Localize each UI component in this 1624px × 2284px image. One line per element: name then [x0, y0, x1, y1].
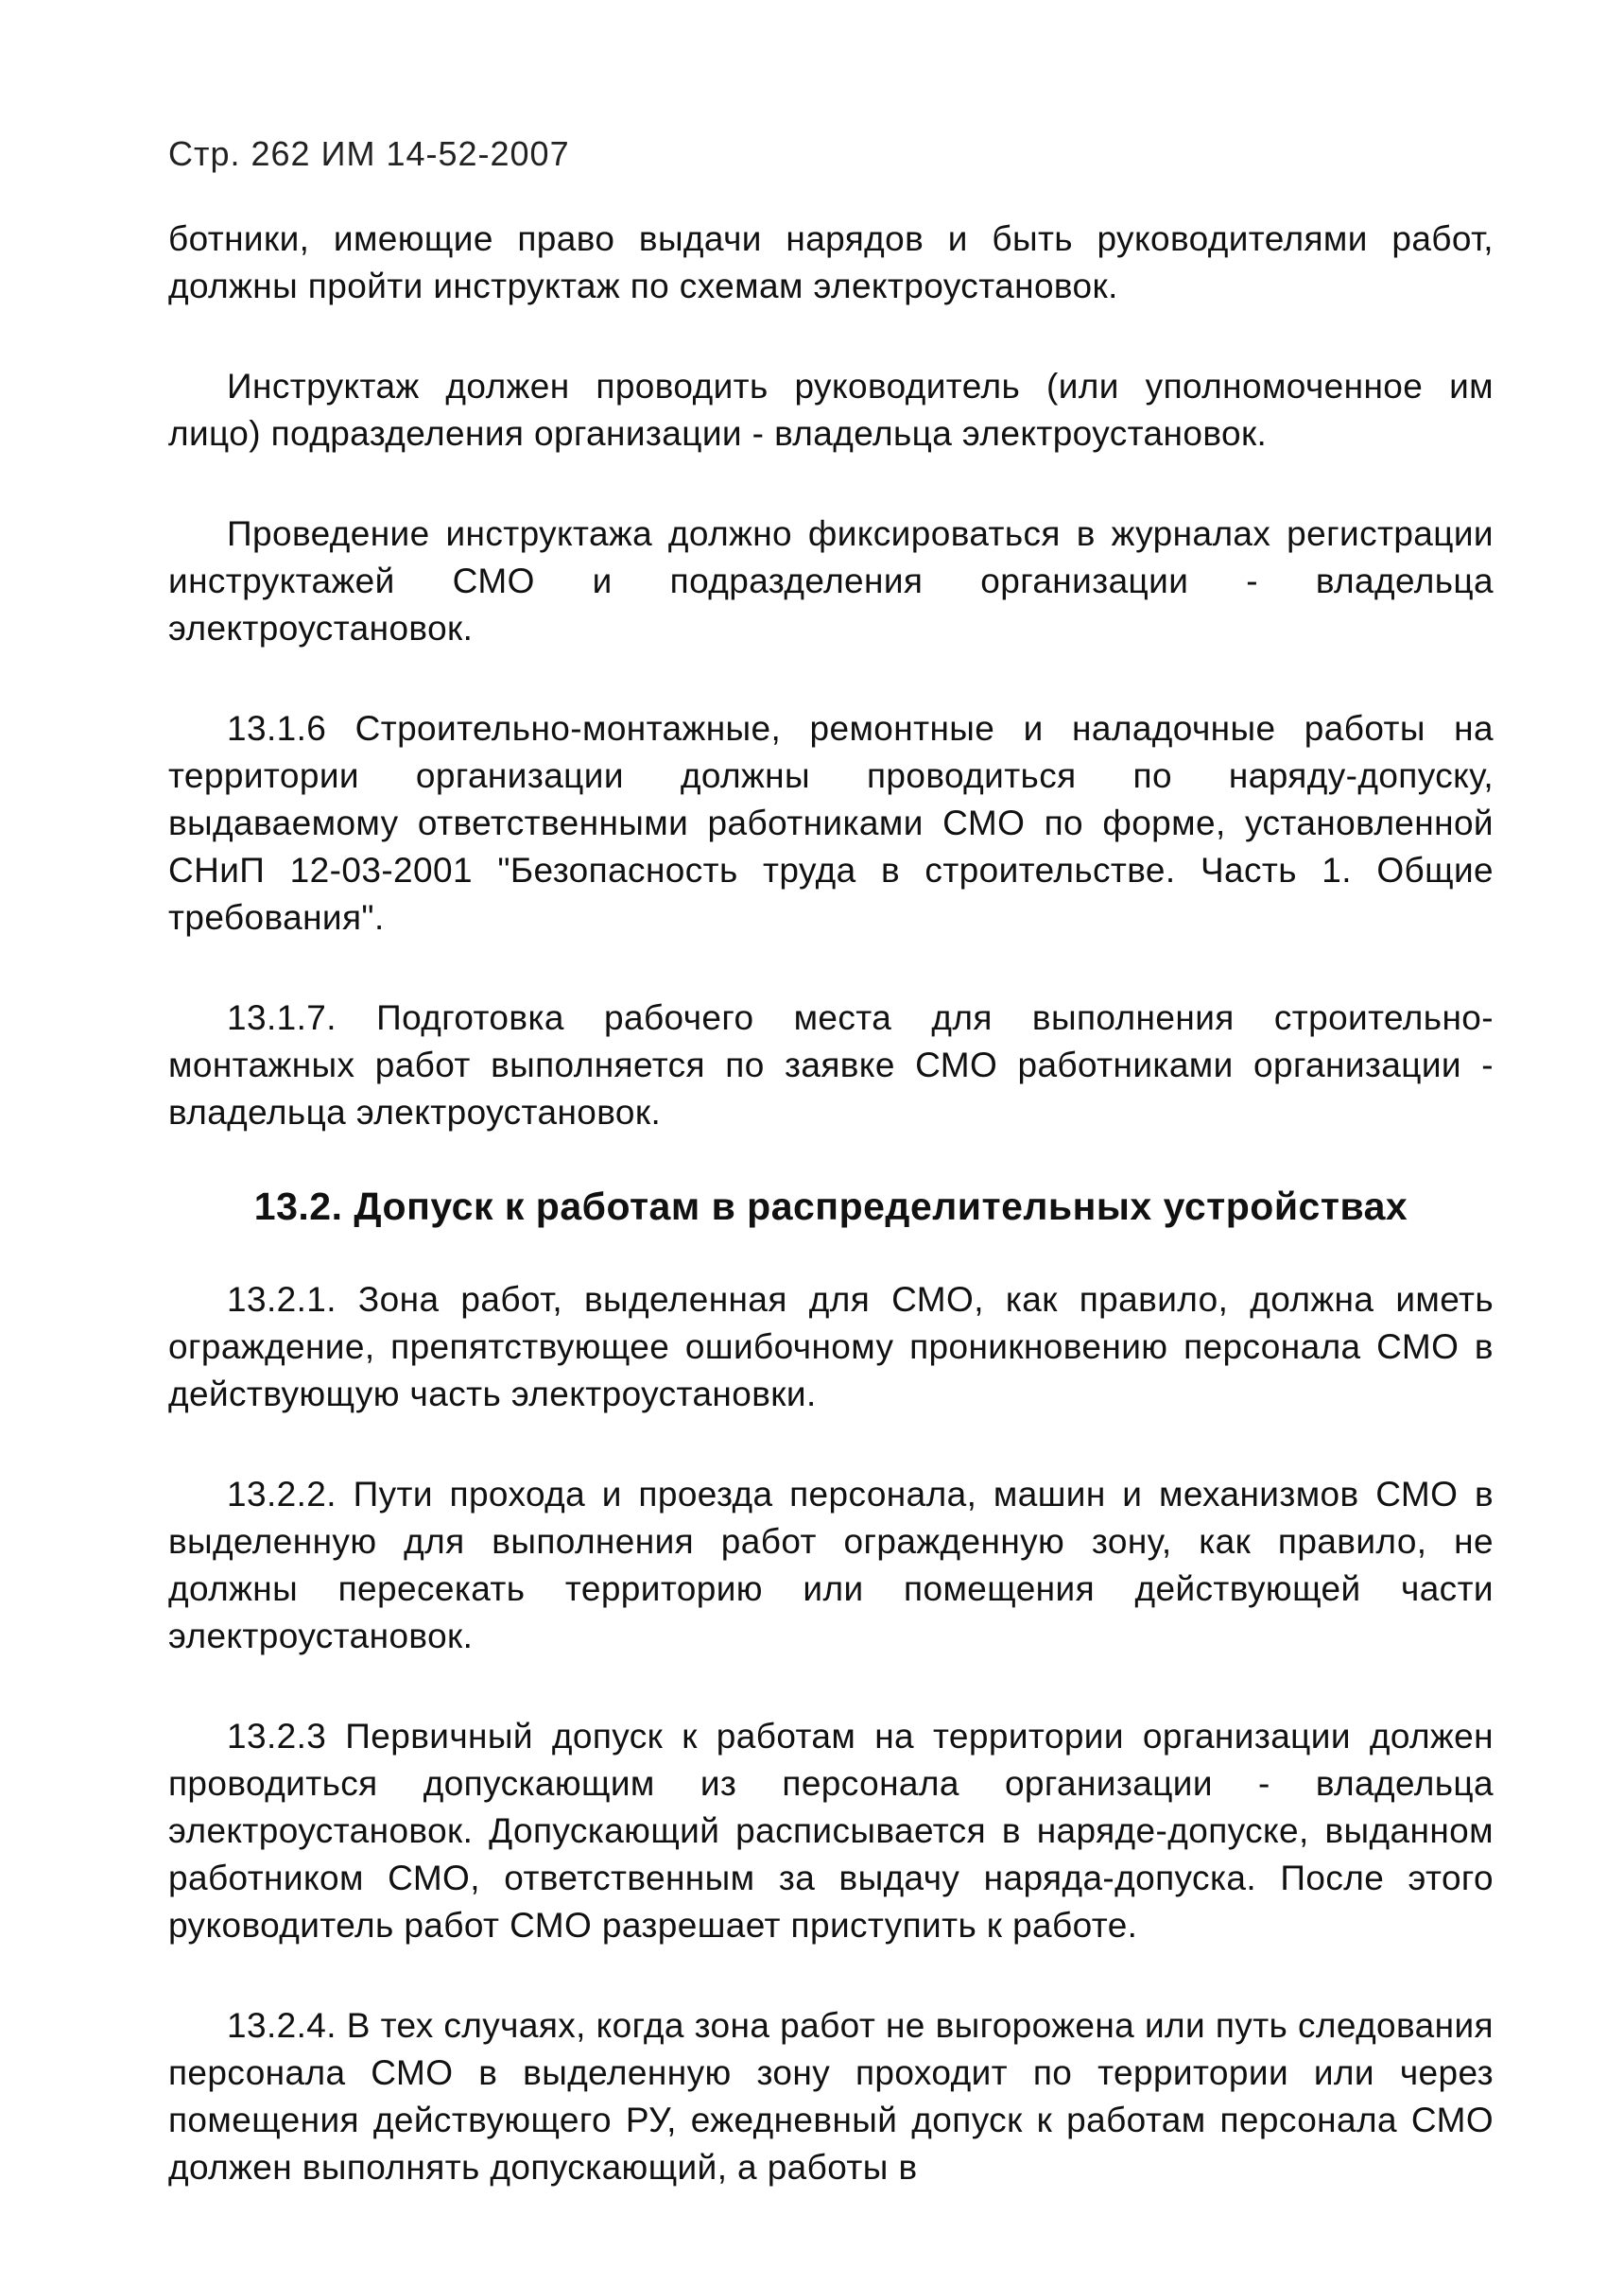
page-header: Стр. 262 ИМ 14-52-2007	[168, 134, 570, 173]
paragraph-instruction-leader: Инструктаж должен проводить руководитель (или уполномоченное им лицо) подразделения организации - владельца электроустановок.	[168, 367, 1494, 453]
paragraph-13-2-2: 13.2.2. Пути прохода и проезда персонала, машин и механизмов СМО в выделенную для выполнения работ огражденную зону, как правило, не должны пересекать территорию или помещения действующей части электроустановок.	[168, 1475, 1494, 1655]
paragraph-13-2-1: 13.2.1. Зона работ, выделенная для СМО, как правило, должна иметь ограждение, препятствующее ошибочному проникновению персонала СМО в действующую часть электроустановки.	[168, 1280, 1494, 1413]
paragraph-13-2-3: 13.2.3 Первичный допуск к работам на территории организации должен проводиться допускающим из персонала организации - владельца электроустановок. Допускающий расписывается в наряде-допуске, выданном работником СМО, ответственным за выдачу наряда-допуска. После этого руководитель работ СМО разрешает приступить к работе.	[168, 1717, 1494, 1945]
paragraph-continuation: ботники, имеющие право выдачи нарядов и быть руководителями работ, должны пройти инструктаж по схемам электроустановок.	[168, 219, 1494, 305]
section-title-13-2: 13.2. Допуск к работам в распределительных устройствах	[253, 1185, 1408, 1228]
paragraph-13-1-6: 13.1.6 Строительно-монтажные, ремонтные и наладочные работы на территории организации должны проводиться по наряду-допуску, выдаваемому ответственными работниками СМО по форме, установленной СНиП 12-03-2001 "Безопасность труда в строительстве. Часть 1. Общие требования".	[168, 709, 1494, 937]
document-page	[168, 132, 1494, 2244]
paragraph-instruction-logging: Проведение инструктажа должно фиксироваться в журналах регистрации инструктажей СМО и подразделения организации - владельца электроустановок.	[168, 514, 1494, 648]
paragraph-13-2-4: 13.2.4. В тех случаях, когда зона работ не выгорожена или путь следования персонала СМО в выделенную зону проходит по территории или через помещения действующего РУ, ежедневный допуск к работам персонала СМО должен выполнять допускающий, а работы в	[168, 2006, 1494, 2187]
paragraph-13-1-7: 13.1.7. Подготовка рабочего места для выполнения строительно-монтажных работ выполняется по заявке СМО работниками организации - владельца электроустановок.	[168, 998, 1494, 1132]
